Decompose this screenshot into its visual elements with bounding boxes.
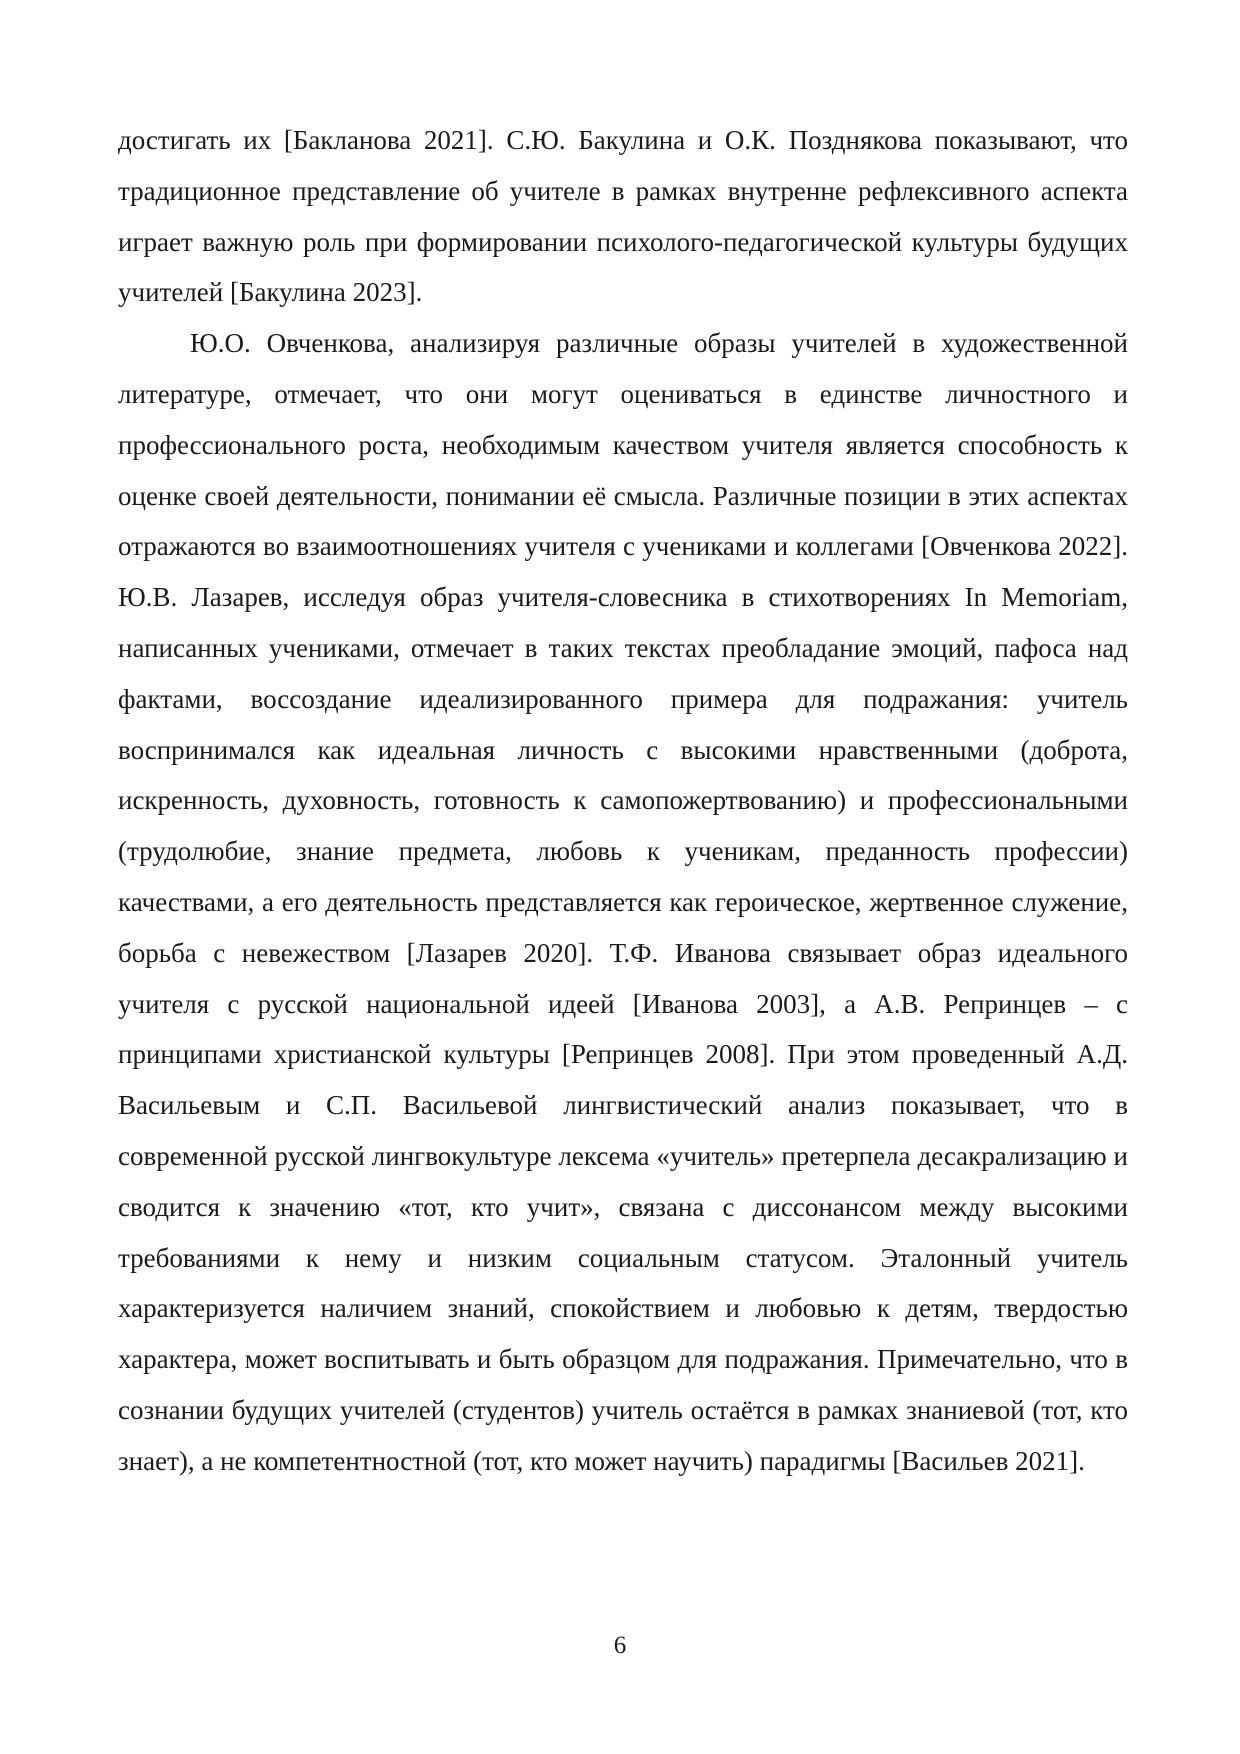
paragraph-ovchenkova: Ю.О. Овченкова, анализируя различные образы учителей в художественной литературе, отмечает, что они могут оцениваться в единстве личностного и профессионального роста, необходимым качеством учителя является способность к оценке своей деятельности, понимании её смысла. Различные позиции в этих аспектах отражаются во взаимоотношениях учителя с учениками и коллегами [Овченкова 2022]. Ю.В. Лазарев, исследуя образ учителя-словесника в стихотворениях In Memoriam, написанных учениками, отмечает в таких текстах преобладание эмоций, пафоса над фактами, воссоздание идеализированного примера для подражания: учитель воспринимался как идеальная личность с высокими нравственными (доброта, искренность, духовность, готовность к самопожертвованию) и профессиональными (трудолюбие, знание предмета, любовь к ученикам, преданность профессии) качествами, а его деятельность представляется как героическое, жертвенное служение, борьба с невежеством [Лазарев 2020]. Т.Ф. Иванова связывает образ идеального учителя с русской национальной идеей [Иванова 2003], а А.В. Репринцев – с принципами христианской культуры [Репринцев 2008]. При этом проведенный А.Д. Васильевым и С.П. Васильевой лингвистический анализ показывает, что в современной русской лингвокультуре лексема «учитель» претерпела десакрализацию и сводится к значению «тот, кто учит», связана с диссонансом между высокими требованиями к нему и низким социальным статусом. Эталонный учитель характеризуется наличием знаний, спокойствием и любовью к детям, твердостью характера, может воспитывать и быть образцом для подражания. Примечательно, что в сознании будущих учителей (студентов) учитель остаётся в рамках знаниевой (тот, кто знает), а не компетентностной (тот, кто может научить) парадигмы [Васильев 2021]. (118, 328, 1128, 1476)
paragraph-continuation: достигать их [Бакланова 2021]. С.Ю. Бакулина и О.К. Позднякова показывают, что традиционное представление об учителе в рамках внутренне рефлексивного аспекта играет важную роль при формировании психолого-педагогической культуры будущих учителей [Бакулина 2023]. (118, 125, 1128, 308)
document-body (118, 115, 1128, 1487)
page-number: 6 (613, 1632, 627, 1659)
